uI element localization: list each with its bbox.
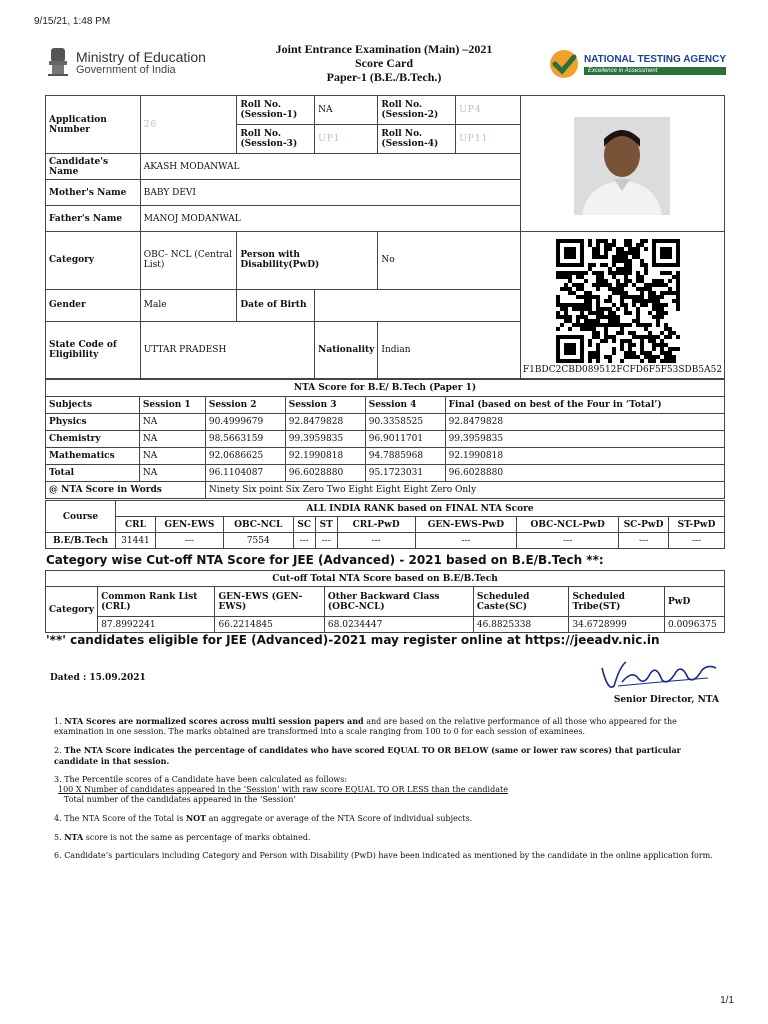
note-1-text: and are based on the relative performance of all those who appeared for the examination in one session. The marks obtained are transformed into a scale ranging from 100 to 0 for each session of examinees. xyxy=(54,717,677,736)
dob-label: Date of Birth xyxy=(237,289,315,321)
score-header: Session 3 xyxy=(285,397,365,414)
nationality-value: Indian xyxy=(378,321,521,378)
note-2-text: The NTA Score indicates the percentage of candidates who have scored EQUAL TO OR BELOW (same or lower raw scores) that particular candidate in that session. xyxy=(54,745,681,766)
cutoff-table-title: Cut-off Total NTA Score based on B.E/B.Tech xyxy=(46,571,725,587)
score-cell: NA xyxy=(139,465,205,482)
subject-name: Chemistry xyxy=(46,431,140,448)
score-header: Subjects xyxy=(46,397,140,414)
roll-session-1-label: Roll No. (Session-1) xyxy=(237,96,315,125)
note-6-text: Candidate’s particulars including Category and Person with Disability (PwD) have been indicated as mentioned by the candidate in the online application form. xyxy=(64,851,713,860)
rank-cell: --- xyxy=(293,533,315,549)
agency-name: NATIONAL TESTING AGENCY xyxy=(583,53,726,65)
cutoff-cell: 68.0234447 xyxy=(324,617,473,633)
score-cell: 99.3959835 xyxy=(285,431,365,448)
score-words-label: @ NTA Score in Words xyxy=(46,482,206,499)
cutoff-cell: 66.2214845 xyxy=(215,617,324,633)
score-cell: 96.9011701 xyxy=(365,431,445,448)
title-line-2: Score Card xyxy=(354,56,414,70)
note-3-text: The Percentile scores of a Candidate have been calculated as follows: xyxy=(64,775,348,784)
note-5-emphasis: NTA xyxy=(64,832,84,842)
roll-session-3-label: Roll No. (Session-3) xyxy=(237,125,315,154)
agency-tagline: Excellence in Assessment xyxy=(584,67,726,75)
print-timestamp: 9/15/21, 1:48 PM xyxy=(34,16,111,27)
mother-name-label: Mother's Name xyxy=(46,180,141,206)
cutoff-score-table xyxy=(45,570,725,633)
signature-icon xyxy=(598,656,722,696)
roll-session-1-value: NA xyxy=(315,96,378,125)
father-name-label: Father's Name xyxy=(46,206,141,232)
note-4-text-b: an aggregate or average of the NTA Score of individual subjects. xyxy=(208,814,473,823)
score-cell: 96.6028880 xyxy=(285,465,365,482)
note-4 xyxy=(54,813,720,824)
rank-row xyxy=(46,533,725,549)
score-row-mathematics xyxy=(46,448,725,465)
candidate-info-table xyxy=(45,95,725,379)
cutoff-category-label: Category xyxy=(46,587,98,633)
note-number: 2. xyxy=(54,746,62,755)
score-cell: 96.6028880 xyxy=(445,465,724,482)
rank-header: CRL-PwD xyxy=(337,517,415,533)
note-number: 6. xyxy=(54,851,62,860)
ministry-name: Ministry of Education xyxy=(76,48,206,65)
score-cell: 92.0686625 xyxy=(205,448,285,465)
dob-value xyxy=(315,289,521,321)
score-words-value: Ninety Six point Six Zero Two Eight Eight Eight Zero Only xyxy=(205,482,724,499)
pwd-label: Person with Disability(PwD) xyxy=(237,232,378,289)
cutoff-header: Other Backward Class (OBC-NCL) xyxy=(324,587,473,617)
score-cell: 90.4999679 xyxy=(205,414,285,431)
score-row-total xyxy=(46,465,725,482)
gender-value: Male xyxy=(140,289,237,321)
nta-score-table xyxy=(45,379,725,499)
note-number: 1. xyxy=(54,717,62,726)
score-cell: 92.8479828 xyxy=(445,414,724,431)
notes-section xyxy=(54,716,720,869)
score-cell: 92.8479828 xyxy=(285,414,365,431)
qr-code-icon xyxy=(556,239,688,363)
cutoff-cell: 34.6728999 xyxy=(569,617,665,633)
rank-header: CRL xyxy=(115,517,155,533)
rank-header: ST xyxy=(315,517,337,533)
gender-label: Gender xyxy=(46,289,141,321)
roll-session-4-value: UP1⁢⁢⁢⁢⁢1 xyxy=(456,125,521,154)
score-cell: 92.1990818 xyxy=(445,448,724,465)
mother-name-value: BABY DEVI xyxy=(140,180,520,206)
note-4-text-a: The NTA Score of the Total is xyxy=(64,814,184,823)
rank-cell: 7554 xyxy=(223,533,293,549)
rank-cell: 31441 xyxy=(115,533,155,549)
rank-cell: --- xyxy=(337,533,415,549)
score-cell: 94.7885968 xyxy=(365,448,445,465)
note-number: 3. xyxy=(54,775,62,784)
category-label: Category xyxy=(46,232,141,289)
state-label: State Code of Eligibility xyxy=(46,321,141,378)
cutoff-row xyxy=(46,617,725,633)
father-name-value: MANOJ MODANWAL xyxy=(140,206,520,232)
candidate-name-value: AKASH MODANWAL xyxy=(140,154,520,180)
cutoff-header: Scheduled Caste(SC) xyxy=(473,587,569,617)
rank-header: GEN-EWS-PwD xyxy=(415,517,517,533)
rank-cell: --- xyxy=(315,533,337,549)
score-header: Session 4 xyxy=(365,397,445,414)
eligibility-note: '**' candidates eligible for JEE (Advanced)-2021 may register online at https://jeeadv.nic.in xyxy=(46,633,660,647)
score-cell: NA xyxy=(139,448,205,465)
cutoff-heading: Category wise Cut-off NTA Score for JEE (Advanced) - 2021 based on B.E/B.Tech **: xyxy=(46,553,604,567)
score-header: Session 2 xyxy=(205,397,285,414)
score-cell: 99.3959835 xyxy=(445,431,724,448)
pwd-value: No xyxy=(378,232,521,289)
note-number: 4. xyxy=(54,814,62,823)
rank-header: ST-PwD xyxy=(669,517,725,533)
note-number: 5. xyxy=(54,833,62,842)
rank-header: SC xyxy=(293,517,315,533)
rank-header: OBC-NCL-PwD xyxy=(517,517,619,533)
score-row-chemistry xyxy=(46,431,725,448)
score-cell: 96.1104087 xyxy=(205,465,285,482)
government-name: Government of India xyxy=(76,63,176,76)
score-row-physics xyxy=(46,414,725,431)
note-4-emphasis: NOT xyxy=(185,813,207,823)
score-header: Session 1 xyxy=(139,397,205,414)
application-number-value: 2⁢6⁢⁢⁢⁢⁢ xyxy=(140,96,237,154)
rank-header: SC-PwD xyxy=(619,517,669,533)
rank-cell: --- xyxy=(619,533,669,549)
scorecard-header xyxy=(46,42,726,94)
cutoff-cell: 87.8992241 xyxy=(98,617,215,633)
note-6 xyxy=(54,851,720,861)
title-line-3: Paper-1 (B.E./B.Tech.) xyxy=(326,70,442,84)
subject-name: Mathematics xyxy=(46,448,140,465)
score-cell: 92.1990818 xyxy=(285,448,365,465)
rank-header: OBC-NCL xyxy=(223,517,293,533)
page-number: 1/1 xyxy=(720,995,734,1006)
dated-line: Dated : 15.09.2021 xyxy=(50,673,146,683)
score-cell: NA xyxy=(139,414,205,431)
note-2 xyxy=(54,745,720,767)
note-3-formula: 100 X Number of candidates appeared in the ‘Session’ with raw score EQUAL TO OR LESS than the candidate xyxy=(58,785,508,794)
note-5 xyxy=(54,832,720,843)
note-1 xyxy=(54,716,720,737)
note-3 xyxy=(54,775,720,805)
score-cell: NA xyxy=(139,431,205,448)
score-cell: 95.1723031 xyxy=(365,465,445,482)
roll-session-2-value: UP⁢⁢⁢⁢4 xyxy=(456,96,521,125)
roll-session-4-label: Roll No. (Session-4) xyxy=(378,125,456,154)
cutoff-header: PwD xyxy=(665,587,725,617)
note-5-text: score is not the same as percentage of marks obtained. xyxy=(85,833,311,842)
roll-session-3-value: UP1⁢⁢⁢⁢ xyxy=(315,125,378,154)
category-value: OBC- NCL (Central List) xyxy=(140,232,237,289)
note-3-denominator: Total number of the candidates appeared in the ‘Session’ xyxy=(64,795,296,804)
cutoff-cell: 0.0096375 xyxy=(665,617,725,633)
national-emblem-icon xyxy=(46,46,70,78)
candidate-name-label: Candidate's Name xyxy=(46,154,141,180)
nationality-label: Nationality xyxy=(315,321,378,378)
rank-cell: --- xyxy=(669,533,725,549)
subject-name: Physics xyxy=(46,414,140,431)
cutoff-cell: 46.8825338 xyxy=(473,617,569,633)
rank-table-title: ALL INDIA RANK based on FINAL NTA Score xyxy=(115,501,724,517)
rank-header: GEN-EWS xyxy=(155,517,223,533)
all-india-rank-table xyxy=(45,500,725,549)
score-cell: 90.3358525 xyxy=(365,414,445,431)
signer-title: Senior Director, NTA xyxy=(613,695,719,705)
score-header: Final (based on best of the Four in ‘Total’) xyxy=(445,397,724,414)
note-1-emphasis: NTA Scores are normalized scores across multi session papers and xyxy=(64,716,364,726)
qr-cell xyxy=(520,232,724,379)
cutoff-header: Scheduled Tribe(ST) xyxy=(569,587,665,617)
course-name: B.E/B.Tech xyxy=(46,533,116,549)
subject-name: Total xyxy=(46,465,140,482)
rank-cell: --- xyxy=(517,533,619,549)
title-line-1: Joint Entrance Examination (Main) –2021 xyxy=(275,42,493,56)
qr-code-text: F1BDC2CBD089512FCFD6F5F53SDB5A52 xyxy=(522,365,723,376)
nta-logo xyxy=(548,48,726,80)
course-label: Course xyxy=(46,501,116,533)
rank-cell: --- xyxy=(155,533,223,549)
score-table-title: NTA Score for B.E/ B.Tech (Paper 1) xyxy=(46,380,725,397)
application-number-label: Application Number xyxy=(46,96,141,154)
ministry-logo xyxy=(46,46,206,78)
cutoff-header: Common Rank List (CRL) xyxy=(98,587,215,617)
rank-cell: --- xyxy=(415,533,517,549)
roll-session-2-label: Roll No. (Session-2) xyxy=(378,96,456,125)
state-value: UTTAR PRADESH xyxy=(140,321,314,378)
scorecard-title xyxy=(234,42,534,84)
candidate-photo xyxy=(574,117,670,215)
score-cell: 98.5663159 xyxy=(205,431,285,448)
cutoff-header: GEN-EWS (GEN-EWS) xyxy=(215,587,324,617)
photo-cell xyxy=(520,96,724,232)
nta-checkmark-icon xyxy=(548,48,580,80)
